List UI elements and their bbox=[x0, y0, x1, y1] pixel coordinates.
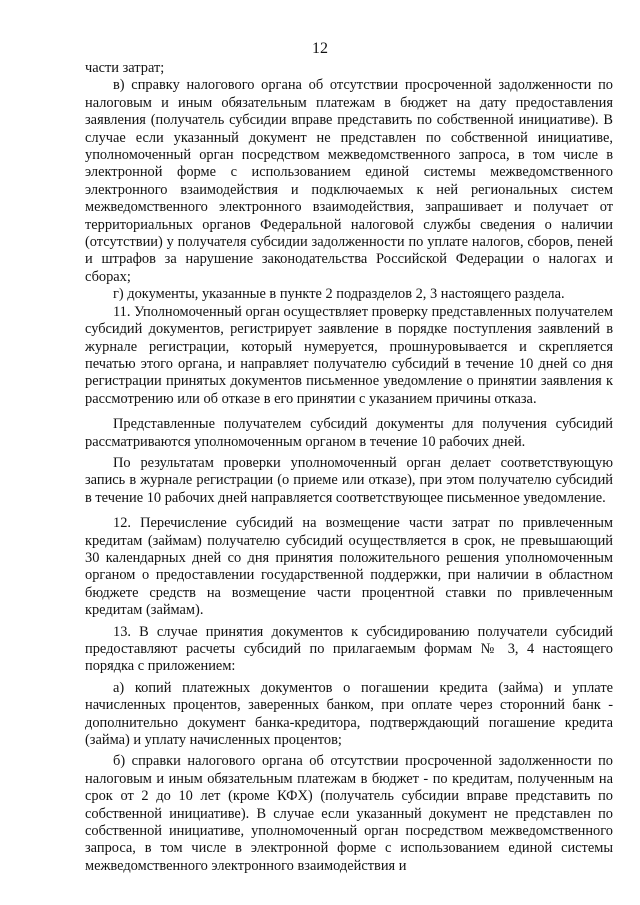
paragraph-review-result: По результатам проверки уполномоченный орган делает соответствующую запись в журнале регистрации (о приеме или отказе), при этом получателю субсидий в течение 10 рабочих дней направляется соответствующее письменное уведомление. bbox=[85, 454, 613, 506]
paragraph-item-g: г) документы, указанные в пункте 2 подразделов 2, 3 настоящего раздела. bbox=[113, 286, 565, 303]
paragraph-continuation: части затрат; bbox=[85, 60, 165, 76]
paragraph-clause-11: 11. Уполномоченный орган осуществляет проверку представленных получателем субсидий документов, регистрирует заявление в порядке поступления заявлений в журнале регистрации, который нумеруется, прошнуровывается и скрепляется печатью этого органа, и направляет получателю субсидий в течение 10 дней со дня регистрации принятых документов письменное уведомление о принятии заявления к рассмотрению или об отказе в его принятии с указанием причины отказа. bbox=[85, 303, 613, 407]
paragraph-item-v: в) справку налогового органа об отсутствии просроченной задолженности по налоговым и иным обязательным платежам в бюджет на дату предоставления заявления (получатель субсидии вправе представить по собственной инициативе). В случае если указанный документ не представлен по собственной инициативе, уполномоченный орган посредством межведомственного запроса, в том числе в электронной форме с использованием единой системы межведомственного электронного взаимодействия и подключаемых к ней региональных систем межведомственного электронного взаимодействия, запрашивает и получает от территориальных органов Федеральной налоговой службы сведения о наличии (отсутствии) у получателя субсидии задолженности по уплате налогов, сборов, пеней и штрафов за нарушение законодательства Российской Федерации о налогах и сборах; bbox=[85, 77, 613, 285]
page-number: 12 bbox=[312, 40, 328, 57]
document-body bbox=[85, 60, 613, 875]
paragraph-item-b: б) справки налогового органа об отсутствии просроченной задолженности по налоговым и иным обязательным платежам в бюджет - по кредитам, полученным на срок от 2 до 10 лет (кроме КФХ) (получатель субсидии вправе представить по собственной инициативе). В случае если указанный документ не представлен по собственной инициативе, уполномоченный орган посредством межведомственного запроса, в том числе в электронной форме с использованием единой системы межведомственного электронного взаимодействия и bbox=[85, 753, 613, 874]
paragraph-item-a: а) копий платежных документов о погашении кредита (займа) и уплате начисленных процентов, заверенных банком, при оплате через сторонний банк - дополнительно документ банка-кредитора, подтверждающий погашение кредита (займа) и уплату начисленных процентов; bbox=[85, 679, 613, 749]
paragraph-clause-13: 13. В случае принятия документов к субсидированию получатели субсидий предоставляют расчеты субсидий по прилагаемым формам № 3, 4 настоящего порядка с приложением: bbox=[85, 623, 613, 675]
paragraph-clause-12: 12. Перечисление субсидий на возмещение части затрат по привлеченным кредитам (займам) получателю субсидий осуществляется в срок, не превышающий 30 календарных дней со дня принятия положительного решения уполномоченным органом о предоставлении государственной поддержки, при наличии в областном бюджете средств на возмещение части процентной ставки по привлеченным кредитам (займам). bbox=[85, 515, 613, 619]
paragraph-review-period: Представленные получателем субсидий документы для получения субсидий рассматриваются уполномоченным органом в течение 10 рабочих дней. bbox=[85, 416, 613, 450]
